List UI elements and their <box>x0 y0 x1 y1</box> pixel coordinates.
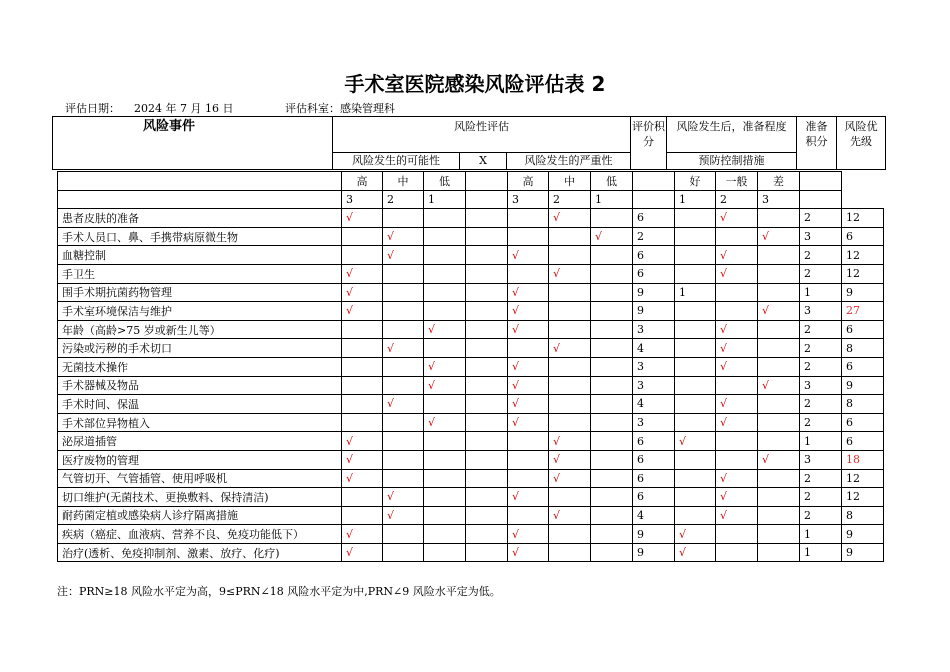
score-value: 9 <box>633 302 675 321</box>
readiness-2: 2 <box>716 190 758 209</box>
likelihood-check: √ <box>424 320 466 339</box>
table-row <box>58 376 884 395</box>
footnote: 注：PRN≥18 风险水平定为高，9≤PRN∠18 风险水平定为中,PRN∠9 风险水平定为低。 <box>57 585 501 598</box>
risk-event-name: 切口维护(无菌技术、更换敷料、保持清洁) <box>58 488 342 507</box>
readiness-check: √ <box>675 432 716 451</box>
prep-score-value: 3 <box>800 376 842 395</box>
severity-check: √ <box>549 506 591 525</box>
risk-table <box>57 171 884 562</box>
priority-value: 6 <box>842 320 884 339</box>
likelihood-check: √ <box>342 469 383 488</box>
priority-value: 9 <box>842 283 884 302</box>
likelihood-mid: 中 <box>383 172 424 191</box>
risk-event-name: 无菌技术操作 <box>58 357 342 376</box>
severity-check: √ <box>508 395 549 414</box>
readiness-check: √ <box>716 488 758 507</box>
priority-value: 9 <box>842 376 884 395</box>
severity-3: 3 <box>508 190 549 209</box>
priority-value: 18 <box>842 450 884 469</box>
readiness-value: 1 <box>675 283 716 302</box>
severity-2: 2 <box>549 190 591 209</box>
department: 评估科室：感染管理科 <box>285 102 395 115</box>
readiness-check: √ <box>675 543 716 562</box>
score-value: 4 <box>633 395 675 414</box>
severity-check: √ <box>508 413 549 432</box>
severity-check: √ <box>549 209 591 228</box>
score-value: 3 <box>633 357 675 376</box>
table-row <box>58 469 884 488</box>
likelihood-check: √ <box>342 450 383 469</box>
severity-check: √ <box>549 264 591 283</box>
table-row <box>58 543 884 562</box>
table-row <box>58 246 884 265</box>
table-row <box>58 320 884 339</box>
score-value: 9 <box>633 525 675 544</box>
score-value: 3 <box>633 413 675 432</box>
score-value: 6 <box>633 246 675 265</box>
severity-check: √ <box>508 302 549 321</box>
likelihood-check: √ <box>342 264 383 283</box>
priority-value: 12 <box>842 246 884 265</box>
likelihood-check: √ <box>424 413 466 432</box>
header-priority: 风险优先级 <box>836 116 886 170</box>
readiness-good: 好 <box>675 172 716 191</box>
severity-check: √ <box>508 525 549 544</box>
prep-score-value: 2 <box>800 264 842 283</box>
priority-value: 12 <box>842 264 884 283</box>
prep-score-value: 3 <box>800 302 842 321</box>
risk-event-name: 疾病（癌症、血液病、营养不良、免疫功能低下） <box>58 525 342 544</box>
likelihood-check: √ <box>424 357 466 376</box>
readiness-check: √ <box>716 264 758 283</box>
priority-value: 8 <box>842 339 884 358</box>
prep-score-value: 2 <box>800 246 842 265</box>
prep-score-value: 2 <box>800 469 842 488</box>
readiness-check: √ <box>716 209 758 228</box>
table-row <box>58 488 884 507</box>
severity-1: 1 <box>591 190 633 209</box>
risk-event-name: 围手术期抗菌药物管理 <box>58 283 342 302</box>
risk-event-name: 手卫生 <box>58 264 342 283</box>
prep-score-value: 2 <box>800 339 842 358</box>
readiness-check: √ <box>716 395 758 414</box>
score-value: 3 <box>633 376 675 395</box>
readiness-poor: 差 <box>758 172 800 191</box>
score-value: 6 <box>633 432 675 451</box>
priority-value: 9 <box>842 525 884 544</box>
score-value: 9 <box>633 283 675 302</box>
level-values-row <box>58 190 884 209</box>
risk-event-name: 污染或污秽的手术切口 <box>58 339 342 358</box>
priority-value: 12 <box>842 488 884 507</box>
prep-score-value: 2 <box>800 320 842 339</box>
risk-event-name: 泌尿道插管 <box>58 432 342 451</box>
readiness-check: √ <box>716 246 758 265</box>
readiness-check: √ <box>758 376 800 395</box>
prep-score-value: 1 <box>800 543 842 562</box>
score-value: 2 <box>633 227 675 246</box>
score-value: 6 <box>633 450 675 469</box>
header-measures: 预防控制措施 <box>666 152 797 170</box>
severity-check: √ <box>549 432 591 451</box>
score-value: 3 <box>633 320 675 339</box>
readiness-check: √ <box>716 339 758 358</box>
likelihood-check: √ <box>383 506 424 525</box>
prep-score-value: 1 <box>800 525 842 544</box>
likelihood-1: 1 <box>424 190 466 209</box>
header-score: 评价积分 <box>630 116 667 170</box>
table-row <box>58 506 884 525</box>
prep-score-value: 3 <box>800 450 842 469</box>
likelihood-check: √ <box>383 488 424 507</box>
readiness-check: √ <box>758 450 800 469</box>
likelihood-3: 3 <box>342 190 383 209</box>
score-value: 6 <box>633 469 675 488</box>
risk-event-name: 患者皮肤的准备 <box>58 209 342 228</box>
prep-score-value: 1 <box>800 283 842 302</box>
likelihood-check: √ <box>383 246 424 265</box>
likelihood-check: √ <box>383 227 424 246</box>
priority-value: 8 <box>842 506 884 525</box>
score-value: 6 <box>633 488 675 507</box>
severity-check: √ <box>549 450 591 469</box>
severity-check: √ <box>508 357 549 376</box>
prep-score-value: 2 <box>800 209 842 228</box>
prep-score-value: 2 <box>800 488 842 507</box>
table-row <box>58 302 884 321</box>
severity-check: √ <box>591 227 633 246</box>
score-value: 9 <box>633 543 675 562</box>
risk-event-name: 手术时间、保温 <box>58 395 342 414</box>
prep-score-value: 3 <box>800 227 842 246</box>
readiness-check: √ <box>675 525 716 544</box>
risk-event-name: 医疗废物的管理 <box>58 450 342 469</box>
likelihood-check: √ <box>342 209 383 228</box>
priority-value: 27 <box>842 302 884 321</box>
readiness-3: 3 <box>758 190 800 209</box>
priority-value: 6 <box>842 413 884 432</box>
prep-score-value: 2 <box>800 357 842 376</box>
table-row <box>58 339 884 358</box>
table-row <box>58 283 884 302</box>
risk-event-name: 手术室环境保洁与维护 <box>58 302 342 321</box>
severity-check: √ <box>508 246 549 265</box>
risk-event-name: 手术器械及物品 <box>58 376 342 395</box>
likelihood-check: √ <box>342 302 383 321</box>
severity-mid: 中 <box>549 172 591 191</box>
priority-value: 6 <box>842 357 884 376</box>
level-labels-row <box>58 172 884 191</box>
table-row <box>58 432 884 451</box>
readiness-check: √ <box>716 357 758 376</box>
table-row <box>58 209 884 228</box>
date-value: 2024 年 7 月 16 日 <box>134 102 234 115</box>
prep-score-value: 1 <box>800 432 842 451</box>
readiness-check: √ <box>716 506 758 525</box>
likelihood-check: √ <box>383 339 424 358</box>
severity-check: √ <box>508 320 549 339</box>
likelihood-check: √ <box>342 432 383 451</box>
likelihood-check: √ <box>342 525 383 544</box>
likelihood-high: 高 <box>342 172 383 191</box>
priority-value: 6 <box>842 432 884 451</box>
severity-check: √ <box>508 376 549 395</box>
prep-score-value: 2 <box>800 413 842 432</box>
priority-value: 12 <box>842 469 884 488</box>
risk-event-name: 手术人员口、鼻、手携带病原微生物 <box>58 227 342 246</box>
readiness-check: √ <box>716 413 758 432</box>
header-prep-score: 准备积分 <box>796 116 837 170</box>
readiness-check: √ <box>716 469 758 488</box>
severity-check: √ <box>549 339 591 358</box>
priority-value: 9 <box>842 543 884 562</box>
table-row <box>58 227 884 246</box>
table-row <box>58 450 884 469</box>
table-row <box>58 413 884 432</box>
risk-event-name: 耐药菌定植或感染病人诊疗隔离措施 <box>58 506 342 525</box>
score-value: 6 <box>633 264 675 283</box>
priority-value: 8 <box>842 395 884 414</box>
date-label: 评估日期： <box>65 102 120 115</box>
score-value: 6 <box>633 209 675 228</box>
header-risk-assessment: 风险性评估 <box>332 116 631 153</box>
score-value: 4 <box>633 506 675 525</box>
header-likelihood: 风险发生的可能性 <box>332 152 460 170</box>
likelihood-check: √ <box>424 376 466 395</box>
likelihood-check: √ <box>383 395 424 414</box>
likelihood-check: √ <box>342 543 383 562</box>
readiness-fair: 一般 <box>716 172 758 191</box>
readiness-check: √ <box>758 302 800 321</box>
page-title: 手术室医院感染风险评估表 2 <box>344 72 606 96</box>
severity-high: 高 <box>508 172 549 191</box>
readiness-1: 1 <box>675 190 716 209</box>
severity-check: √ <box>508 488 549 507</box>
table-row <box>58 357 884 376</box>
header-times: X <box>459 152 507 170</box>
risk-event-name: 手术部位异物植入 <box>58 413 342 432</box>
severity-check: √ <box>508 543 549 562</box>
risk-event-name: 治疗(透析、免疫抑制剂、激素、放疗、化疗) <box>58 543 342 562</box>
risk-event-name: 年龄（高龄>75 岁或新生儿等） <box>58 320 342 339</box>
readiness-check: √ <box>716 320 758 339</box>
severity-check: √ <box>508 283 549 302</box>
risk-event-name: 气管切开、气管插管、使用呼吸机 <box>58 469 342 488</box>
table-row <box>58 525 884 544</box>
severity-low: 低 <box>591 172 633 191</box>
likelihood-check: √ <box>342 283 383 302</box>
readiness-check: √ <box>758 227 800 246</box>
table-row <box>58 395 884 414</box>
risk-event-name: 血糖控制 <box>58 246 342 265</box>
table-row <box>58 264 884 283</box>
severity-check: √ <box>549 469 591 488</box>
likelihood-low: 低 <box>424 172 466 191</box>
header-readiness: 风险发生后，准备程度 <box>666 116 797 153</box>
score-value: 4 <box>633 339 675 358</box>
likelihood-2: 2 <box>383 190 424 209</box>
prep-score-value: 2 <box>800 395 842 414</box>
header-risk-event: 风险事件 <box>52 116 333 170</box>
priority-value: 6 <box>842 227 884 246</box>
priority-value: 12 <box>842 209 884 228</box>
header-severity: 风险发生的严重性 <box>506 152 631 170</box>
prep-score-value: 2 <box>800 506 842 525</box>
